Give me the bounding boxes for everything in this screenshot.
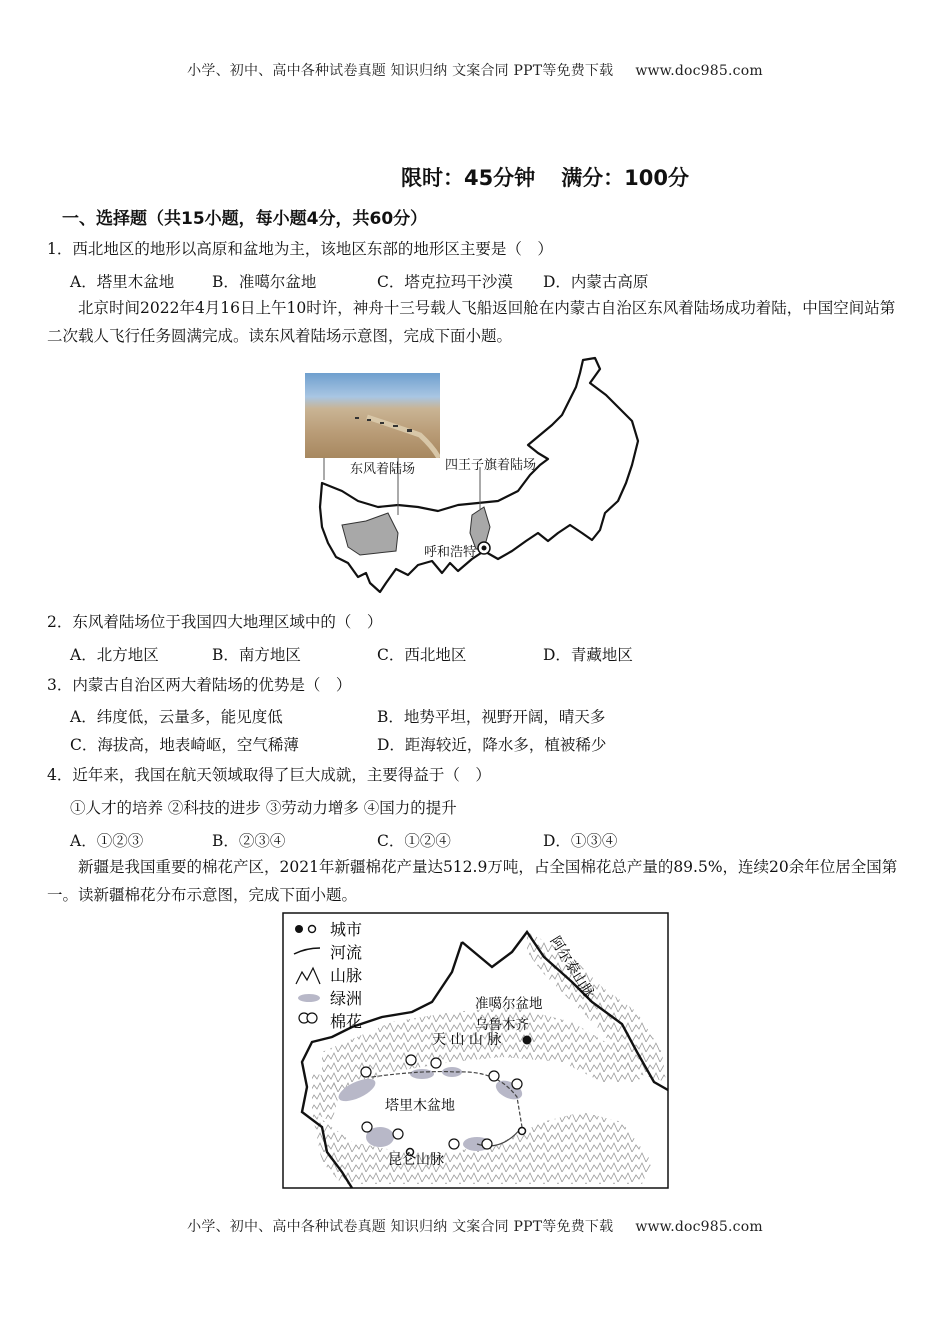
exam-time: 限时：45分钟 bbox=[400, 166, 536, 190]
page-footer bbox=[0, 1216, 950, 1236]
label-dongfeng: 东风着陆场 bbox=[350, 462, 416, 477]
q2-option-b: B．南方地区 bbox=[212, 646, 301, 664]
urumqi-marker bbox=[523, 1036, 532, 1045]
label-siziwang: 四王子旗着陆场 bbox=[445, 458, 537, 473]
q3-option-b: B．地势平坦，视野开阔，晴天多 bbox=[377, 708, 606, 726]
legend-river: 河流 bbox=[330, 943, 363, 962]
header-text: 小学、初中、高中各种试卷真题 知识归纳 文案合同 PPT等免费下载 bbox=[187, 63, 614, 79]
label-altai: 阿尔泰山脉 bbox=[546, 933, 598, 1002]
xinjiang-cotton-map bbox=[282, 912, 670, 1190]
footer-url[interactable]: www.doc985.com bbox=[635, 1219, 763, 1235]
label-junggar: 准噶尔盆地 bbox=[475, 996, 543, 1012]
legend-mountain: 山脉 bbox=[330, 966, 363, 985]
q2-option-c: C．西北地区 bbox=[377, 646, 467, 664]
legend-oasis: 绿洲 bbox=[330, 989, 363, 1008]
q4-items: ①人才的培养 ②科技的进步 ③劳动力增多 ④国力的提升 bbox=[70, 799, 457, 817]
legend-city: 城市 bbox=[330, 920, 363, 939]
page-header bbox=[0, 60, 950, 80]
oasis bbox=[410, 1069, 434, 1079]
passage-2: 新疆是我国重要的棉花产区，2021年新疆棉花产量达512.9万吨，占全国棉花总产量的89.5%，连续20余年位居全国第一。读新疆棉花分布示意图，完成下面小题。 bbox=[47, 858, 898, 904]
label-tianshan: 天 山 山 脉 bbox=[432, 1032, 502, 1048]
q1-option-b: B．准噶尔盆地 bbox=[212, 273, 317, 291]
q1-option-a: A．塔里木盆地 bbox=[70, 273, 175, 291]
question-1-stem: 1．西北地区的地形以高原和盆地为主，该地区东部的地形区主要是（ ） bbox=[47, 240, 553, 258]
vehicle-convoy-icon bbox=[305, 373, 440, 458]
section-heading: 一、选择题（共15小题，每小题4分，共60分） bbox=[62, 209, 428, 229]
question-2-stem: 2．东风着陆场位于我国四大地理区域中的（ ） bbox=[47, 613, 383, 631]
q1-option-d: D．内蒙古高原 bbox=[543, 273, 649, 291]
q4-option-b: B．②③④ bbox=[212, 832, 286, 850]
q1-option-c: C．塔克拉玛干沙漠 bbox=[377, 273, 513, 291]
exam-score: 满分：100分 bbox=[561, 166, 690, 190]
header-url[interactable]: www.doc985.com bbox=[635, 63, 763, 79]
landing-site-photo bbox=[305, 373, 440, 458]
exam-title bbox=[0, 162, 950, 192]
q4-option-c: C．①②④ bbox=[377, 832, 451, 850]
label-kunlun: 昆仑山脉 bbox=[388, 1152, 444, 1168]
q3-option-d: D．距海较近，降水多，植被稀少 bbox=[377, 736, 607, 754]
question-3-stem: 3．内蒙古自治区两大着陆场的优势是（ ） bbox=[47, 676, 352, 694]
q2-option-a: A．北方地区 bbox=[70, 646, 159, 664]
question-4-stem: 4．近年来，我国在航天领域取得了巨大成就，主要得益于（ ） bbox=[47, 766, 491, 784]
q3-option-a: A．纬度低，云量多，能见度低 bbox=[70, 708, 283, 726]
q4-option-d: D．①③④ bbox=[543, 832, 618, 850]
city-marker bbox=[519, 1128, 526, 1135]
q2-option-d: D．青藏地区 bbox=[543, 646, 633, 664]
label-urumqi: 乌鲁木齐 bbox=[475, 1017, 529, 1033]
legend-cotton: 棉花 bbox=[330, 1012, 363, 1031]
footer-text: 小学、初中、高中各种试卷真题 知识归纳 文案合同 PPT等免费下载 bbox=[187, 1219, 614, 1235]
label-hohhot: 呼和浩特 bbox=[424, 545, 477, 560]
passage-1: 北京时间2022年4月16日上午10时许，神舟十三号载人飞船返回舱在内蒙古自治区东风着陆场成功着陆，中国空间站第二次载人飞行任务圆满完成。读东风着陆场示意图，完成下面小题。 bbox=[47, 299, 896, 345]
q4-option-a: A．①②③ bbox=[70, 832, 144, 850]
label-tarim: 塔里木盆地 bbox=[385, 1098, 455, 1114]
q3-option-c: C．海拔高，地表崎岖，空气稀薄 bbox=[70, 736, 299, 754]
